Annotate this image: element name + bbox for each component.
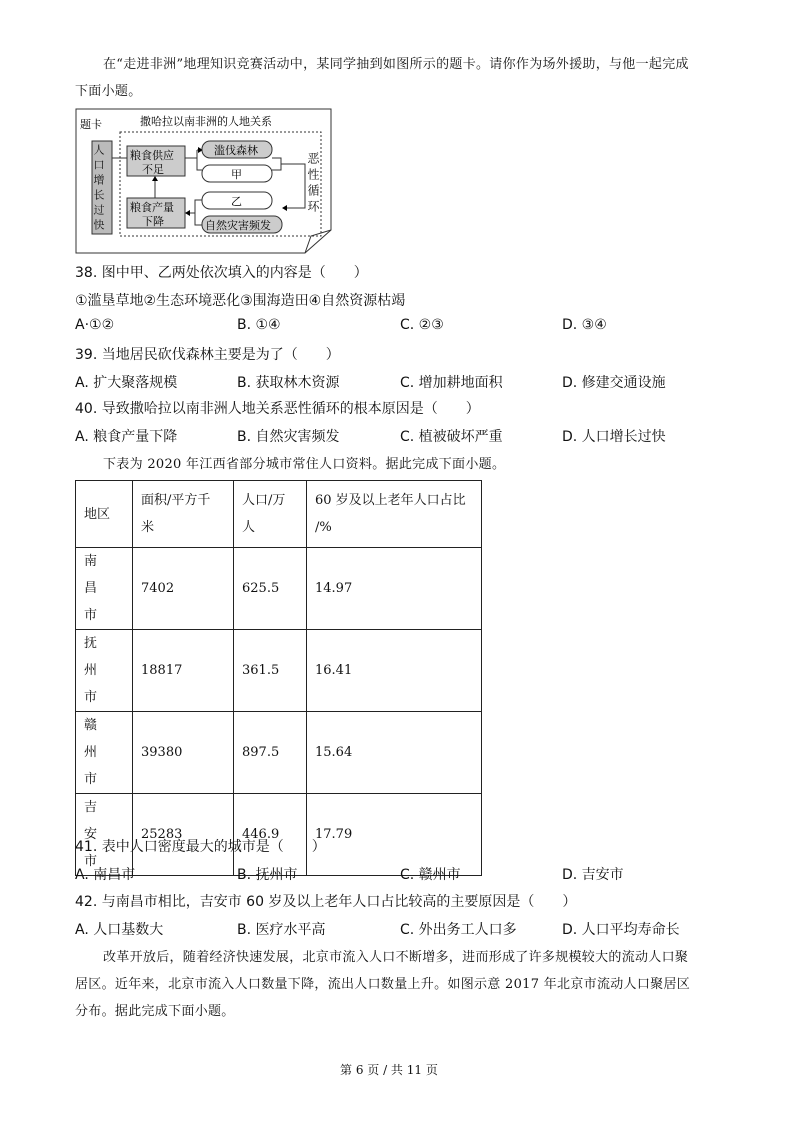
option-b[interactable]: B. 获取林木资源: [237, 375, 340, 391]
option-a[interactable]: A·①②: [75, 317, 115, 333]
option-b[interactable]: B. 抚州市: [237, 867, 298, 883]
blank-jia-box: 甲: [231, 168, 242, 181]
intro-paragraph: 居区。近年来，北京市流入人口数量下降，流出人口数量上升。如图示意 2017 年北京市流动人口聚居区: [75, 977, 691, 992]
vicious-cycle-label: 恶性循环: [306, 152, 320, 216]
option-d[interactable]: D. 人口平均寿命长: [562, 922, 680, 938]
table-intro: 下表为 2020 年江西省部分城市常住人口资料。据此完成下面小题。: [103, 457, 506, 472]
option-d[interactable]: D. ③④: [562, 317, 607, 333]
food-shortage-label: 不足: [142, 163, 164, 176]
table-header-row: [76, 481, 482, 548]
question-42-stem: 42. 与南昌市相比，吉安市 60 岁及以上老年人口占比较高的主要原因是（ ）: [75, 894, 577, 910]
option-d[interactable]: D. 人口增长过快: [562, 429, 666, 445]
option-b[interactable]: B. 自然灾害频发: [237, 429, 340, 445]
option-b[interactable]: B. 医疗水平高: [237, 922, 326, 938]
blank-yi-box: 乙: [231, 195, 242, 208]
intro-paragraph: 在“走进非洲”地理知识竞赛活动中，某同学抽到如图所示的题卡。请你作为场外援助，与他一起完成: [103, 57, 689, 72]
food-shortage-label: 粮食供应: [130, 149, 174, 162]
table-row: 赣州 市 39380 897.5 15.64: [76, 712, 482, 794]
food-drop-label: 粮食产量: [130, 201, 174, 214]
question-38-items: ①滥垦草地②生态环境恶化③围海造田④自然资源枯竭: [75, 293, 406, 309]
population-table: [75, 480, 482, 876]
option-d[interactable]: D. 修建交通设施: [562, 375, 666, 391]
table-row: 吉安 市 25283 446.9 17.79: [76, 794, 482, 876]
header-area: 面积/平方千 米: [133, 481, 234, 548]
option-d[interactable]: D. 吉安市: [562, 867, 624, 883]
question-38-stem: 38. 图中甲、乙两处依次填入的内容是（ ）: [75, 265, 368, 281]
intro-paragraph: 下面小题。: [75, 84, 142, 99]
option-c[interactable]: C. 外出务工人口多: [400, 922, 517, 938]
table-row: 南昌 市 7402 625.5 14.97: [76, 548, 482, 630]
intro-paragraph: 分布。据此完成下面小题。: [75, 1004, 235, 1019]
option-a[interactable]: A. 粮食产量下降: [75, 429, 178, 445]
disaster-box: 自然灾害频发: [205, 219, 271, 232]
page-footer: 第 6 页 / 共 11 页: [340, 1063, 438, 1077]
option-c[interactable]: C. 赣州市: [400, 867, 461, 883]
option-c[interactable]: C. ②③: [400, 317, 444, 333]
option-a[interactable]: A. 扩大聚落规模: [75, 375, 178, 391]
diagram-title: 撒哈拉以南非洲的人地关系: [140, 115, 272, 128]
question-40-stem: 40. 导致撒哈拉以南非洲人地关系恶性循环的根本原因是（ ）: [75, 401, 480, 417]
question-card-diagram: [75, 108, 333, 254]
intro-paragraph: 改革开放后，随着经济快速发展，北京市流入人口不断增多，进而形成了许多规模较大的流动人口聚: [103, 950, 689, 965]
table-row: 抚州 市 18817 361.5 16.41: [76, 630, 482, 712]
question-39-stem: 39. 当地居民砍伐森林主要是为了（ ）: [75, 347, 340, 363]
card-label: 题卡: [80, 118, 102, 131]
question-41-stem: 41. 表中人口密度最大的城市是（ ）: [75, 839, 326, 855]
header-population: 人口/万 人: [234, 481, 307, 548]
option-c[interactable]: C. 增加耕地面积: [400, 375, 503, 391]
option-a[interactable]: A. 南昌市: [75, 867, 136, 883]
food-drop-label: 下降: [142, 215, 164, 228]
header-elderly-ratio: 60 岁及以上老年人口占比 /%: [307, 481, 482, 548]
option-c[interactable]: C. 植被破坏严重: [400, 429, 503, 445]
option-a[interactable]: A. 人口基数大: [75, 922, 164, 938]
option-b[interactable]: B. ①④: [237, 317, 281, 333]
deforestation-box: 滥伐森林: [214, 144, 258, 157]
header-region: 地区: [76, 481, 133, 548]
population-growth-label: 人口增长过快: [92, 144, 105, 234]
